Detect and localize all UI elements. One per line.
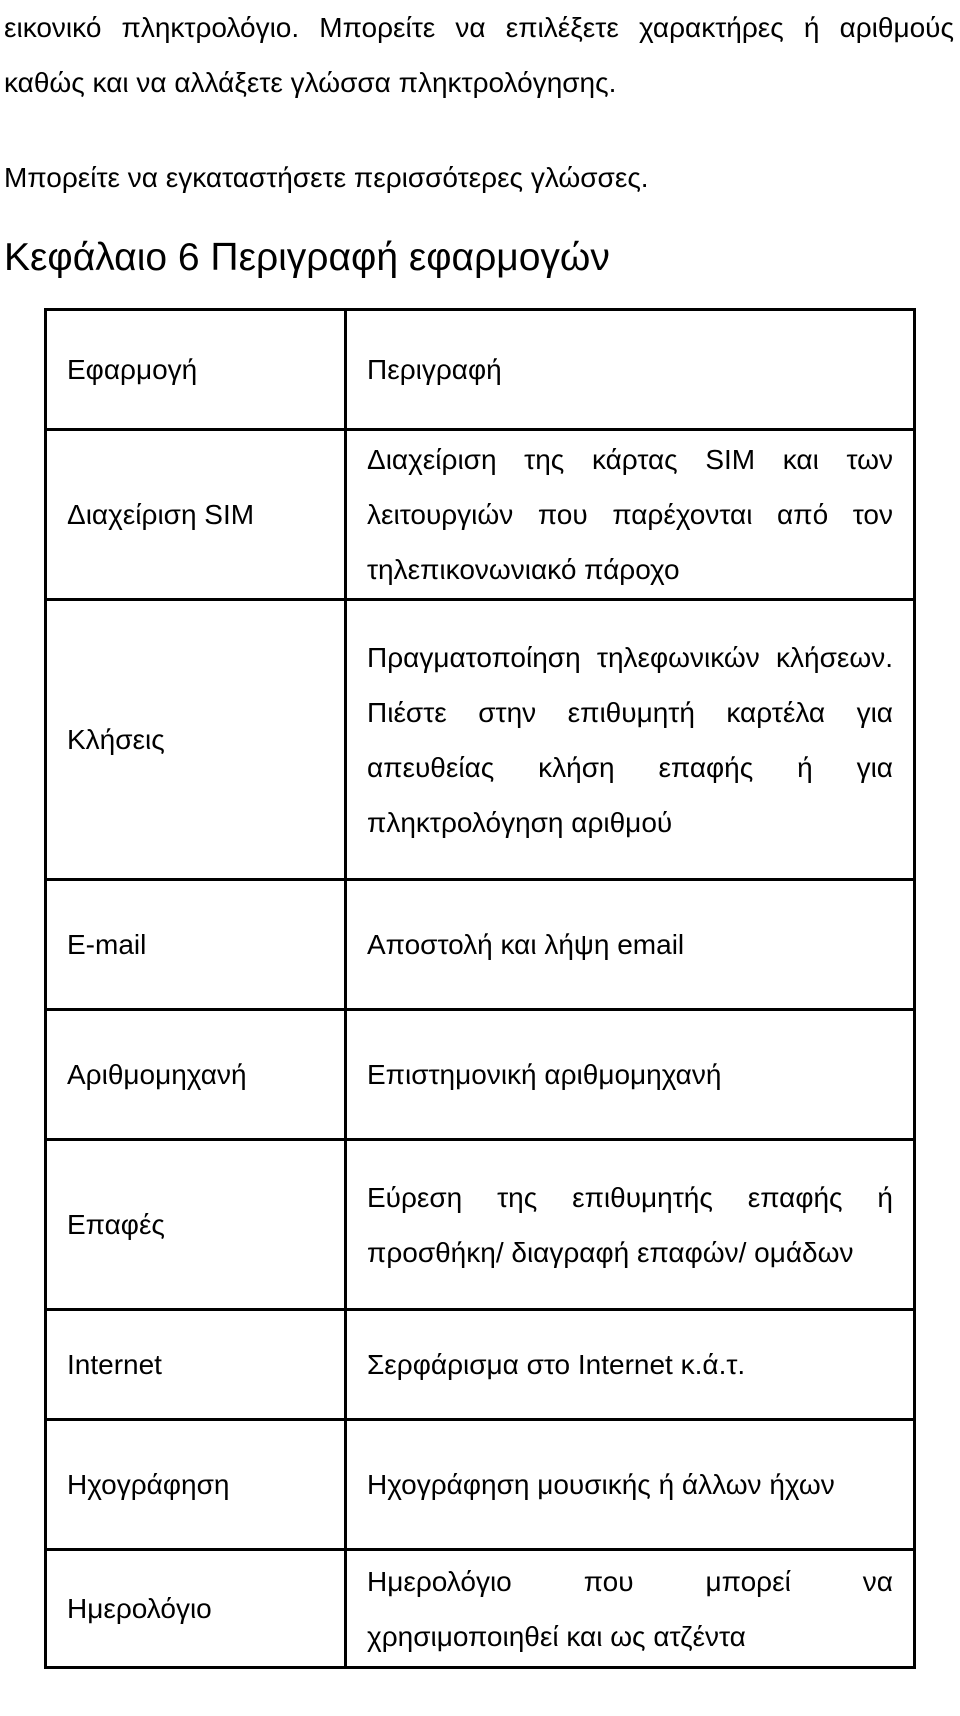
app-name-cell: Επαφές	[46, 1140, 346, 1310]
app-description-cell: Ηχογράφηση μουσικής ή άλλων ήχων	[346, 1420, 915, 1550]
app-name-cell: Κλήσεις	[46, 600, 346, 880]
table-row-calculator	[46, 1010, 915, 1140]
table-row-calls	[46, 600, 915, 880]
table-row-email	[46, 880, 915, 1010]
app-description-cell: Πραγματοποίηση τηλεφωνικών κλήσεων. Πιέστε στην επιθυμητή καρτέλα για απευθείας κλήση επαφής ή για πληκτρολόγηση αριθμού	[346, 600, 915, 880]
table-row-calendar	[46, 1550, 915, 1668]
app-description-cell: Ημερολόγιο που μπορεί να χρησιμοποιηθεί και ως ατζέντα	[346, 1550, 915, 1668]
header-description: Περιγραφή	[346, 310, 915, 430]
app-name-cell: Διαχείριση SIM	[46, 430, 346, 600]
intro-text	[4, 0, 954, 205]
app-name-cell: E-mail	[46, 880, 346, 1010]
app-description-cell: Αποστολή και λήψη email	[346, 880, 915, 1010]
app-description-cell: Διαχείριση της κάρτας SIM και των λειτουργιών που παρέχονται από τον τηλεπικονωνιακό πάροχο	[346, 430, 915, 600]
intro-paragraph-keyboard: εικονικό πληκτρολόγιο. Μπορείτε να επιλέξετε χαρακτήρες ή αριθμούς καθώς και να αλλάξετε γλώσσα πληκτρολόγησης.	[4, 12, 954, 98]
header-application: Εφαρμογή	[46, 310, 346, 430]
app-description-cell: Επιστημονική αριθμομηχανή	[346, 1010, 915, 1140]
table-row-recording	[46, 1420, 915, 1550]
table-header-row	[46, 310, 915, 430]
paragraph-gap	[4, 110, 954, 150]
app-description-cell: Σερφάρισμα στο Internet κ.ά.τ.	[346, 1310, 915, 1420]
table-row-contacts	[46, 1140, 915, 1310]
app-name-cell: Ηχογράφηση	[46, 1420, 346, 1550]
chapter-title: Κεφάλαιο 6 Περιγραφή εφαρμογών	[4, 236, 610, 279]
app-name-cell: Αριθμομηχανή	[46, 1010, 346, 1140]
applications-table	[44, 308, 916, 1669]
table-row-internet	[46, 1310, 915, 1420]
app-name-cell: Internet	[46, 1310, 346, 1420]
app-description-cell: Εύρεση της επιθυμητής επαφής ή προσθήκη/ διαγραφή επαφών/ ομάδων	[346, 1140, 915, 1310]
intro-paragraph-languages: Μπορείτε να εγκαταστήσετε περισσότερες γλώσσες.	[4, 162, 649, 193]
app-name-cell: Ημερολόγιο	[46, 1550, 346, 1668]
table-row-sim	[46, 430, 915, 600]
